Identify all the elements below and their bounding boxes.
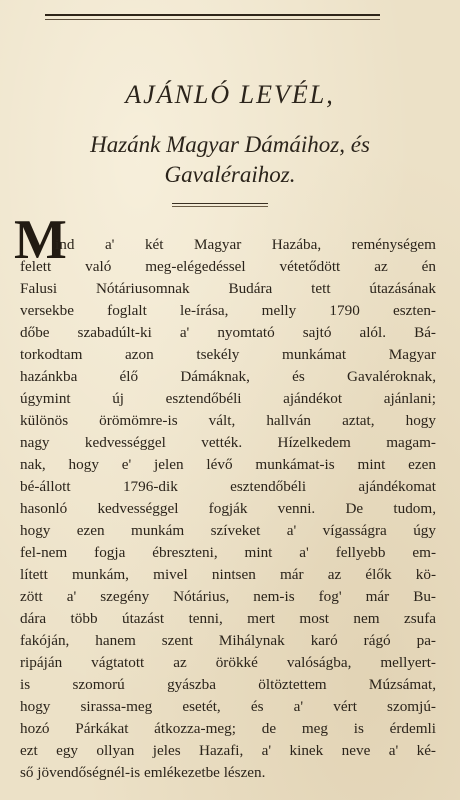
title-divider — [172, 203, 268, 204]
text-line: torkodtam azon tsekély munkámat Magyar — [20, 346, 436, 363]
subtitle-line-2: Gavaléraihoz. — [164, 162, 296, 187]
text-line: dőbe szabadúlt-ki a' nyomtató sajtó alól. Bá- — [20, 324, 436, 341]
text-line: nak, hogy e' jelen lévő munkámat-is mint ezen — [20, 456, 436, 473]
text-line: ripáján vágtatott az örökké valóságba, mellyert- — [20, 654, 436, 671]
text-line: ső jövendőségnél-is emlékezetbe lészen. — [20, 764, 266, 781]
title-divider-thin — [172, 206, 268, 207]
text-line: úgymint új esztendőbéli ajándékot ajánlani; — [20, 390, 436, 407]
top-rule-thin — [45, 19, 380, 20]
text-line: ind a' két Magyar Hazába, reménységem — [55, 236, 436, 253]
page-title: AJÁNLÓ LEVÉL, — [125, 80, 335, 109]
text-line: Falusi Nótáriusomnak Budára tett útazásának — [20, 280, 436, 297]
text-line: hasonló kedvességgel fogják venni. De tudom, — [20, 500, 436, 517]
text-line: hogy sirassa-meg esetét, és a' vért szomjú- — [20, 698, 436, 715]
text-line: dára több útazást tenni, mert most nem zsufa — [20, 610, 436, 627]
text-line: is szomorú gyászba öltöztettem Múzsámat, — [20, 676, 436, 693]
text-line: különös örömömre-is vált, hallván aztat, hogy — [20, 412, 436, 429]
text-line: nagy kedvességgel vették. Hízelkedem magam- — [20, 434, 436, 451]
top-rule — [45, 14, 380, 16]
text-line: fakóján, hanem szent Mihálynak karó rágó pa- — [20, 632, 436, 649]
text-line: ezt egy ollyan jeles Hazafi, a' kinek neve a' ké- — [20, 742, 436, 759]
text-line: zött a' szegény Nótárius, nem-is fog' már Bu- — [20, 588, 436, 605]
text-line: versekbe foglalt le-írása, melly 1790 eszten- — [20, 302, 436, 319]
text-line: hazánkba élő Dámáknak, és Gavaléroknak, — [20, 368, 436, 385]
text-line: fel-nem fogja ébreszteni, mint a' fellyebb em- — [20, 544, 436, 561]
subtitle-line-1: Hazánk Magyar Dámáihoz, és — [90, 132, 370, 157]
text-line: hozó Párkákat átkozza-meg; de meg is érdemli — [20, 720, 436, 737]
text-line: lített munkám, mivel nintsen már az élők kö- — [20, 566, 436, 583]
drop-cap: M — [14, 209, 67, 271]
text-line: hogy ezen munkám szíveket a' vígasságra úgy — [20, 522, 436, 539]
text-line: bé-állott 1796-dik esztendőbéli ajándékomat — [20, 478, 436, 495]
text-line: felett való meg-elégedéssel vétetődött az én — [20, 258, 436, 275]
